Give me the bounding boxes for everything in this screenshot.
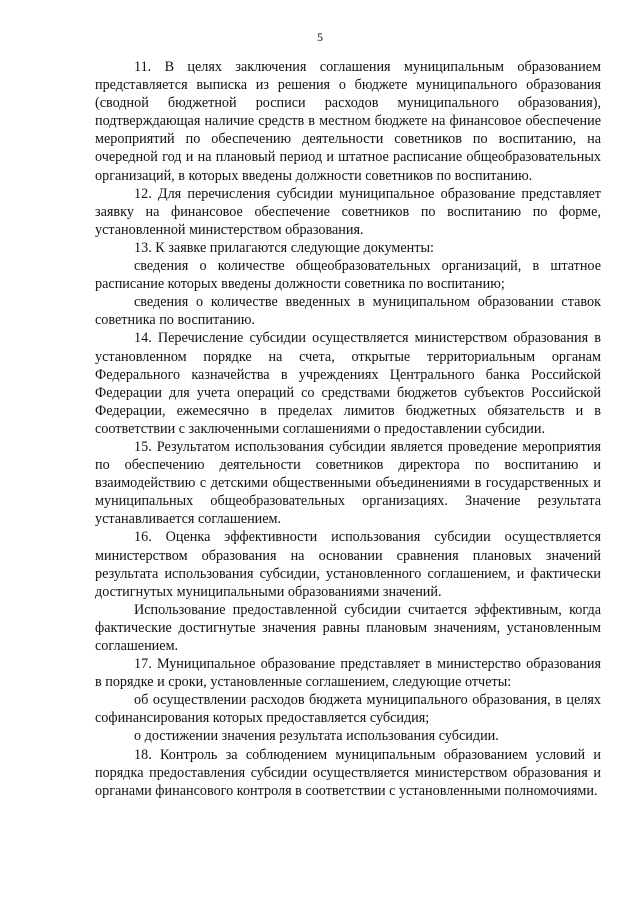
paragraph-16-continuation: Использование предоставленной субсидии считается эффективным, когда фактические достигнутые значения равны плановым значениям, установленным соглашением. — [95, 601, 601, 654]
paragraph-17: 17. Муниципальное образование представляет в министерство образования в порядке и сроки, установленные соглашением, следующие отчеты: — [95, 656, 601, 691]
paragraph-12: 12. Для перечисления субсидии муниципальное образование представляет заявку на финансовое обеспечение советников по воспитанию по форме, установленной министерством образования. — [95, 185, 601, 238]
paragraph-13-item-1: сведения о количестве общеобразовательных организаций, в штатное расписание которых введены должности советника по воспитанию; — [95, 258, 601, 293]
paragraph-13-item-2: сведения о количестве введенных в муниципальном образовании ставок советника по воспитанию. — [95, 294, 601, 329]
paragraph-14: 14. Перечисление субсидии осуществляется министерством образования в установленном порядке на счета, открытые территориальным органам Федерального казначейства в учреждениях Центрального банка Российской Федерации для учета операций со средствами бюджетов субъектов Российской Федерации, ежемесячно в пределах лимитов бюджетных обязательств и в соответствии с заключенными соглашениями о предоставлении субсидии. — [95, 330, 601, 437]
paragraph-17-item-2: о достижении значения результата использования субсидии. — [134, 728, 499, 745]
page-number: 5 — [317, 30, 323, 44]
document-body — [95, 58, 601, 800]
paragraph-18: 18. Контроль за соблюдением муниципальным образованием условий и порядка предоставления субсидии осуществляется министерством образования и органами финансового контроля в соответствии с установленными полномочиями. — [95, 746, 601, 799]
paragraph-11: 11. В целях заключения соглашения муниципальным образованием представляется выписка из решения о бюджете муниципального образования (сводной бюджетной росписи расходов муниципального образования), подтверждающая наличие средств в местном бюджете на финансовое обеспечение мероприятий по обеспечению деятельности советников по воспитанию, на очередной год и на плановый период и штатное расписание общеобразовательных организаций, в которых введены должности советников по воспитанию. — [95, 59, 601, 184]
paragraph-13: 13. К заявке прилагаются следующие документы: — [134, 239, 434, 256]
paragraph-17-item-1: об осуществлении расходов бюджета муниципального образования, в целях софинансирования которых предоставляется субсидия; — [95, 692, 601, 727]
paragraph-16: 16. Оценка эффективности использования субсидии осуществляется министерством образования на основании сравнения плановых значений результата использования субсидии, установленного соглашением, и фактически достигнутых муниципальными образованиями значений. — [95, 529, 601, 600]
paragraph-15: 15. Результатом использования субсидии является проведение мероприятия по обеспечению деятельности советников директора по воспитанию и взаимодействию с детскими общественными объединениями в государственных и муниципальных общеобразовательных организациях. Значение результата устанавливается соглашением. — [95, 438, 601, 528]
